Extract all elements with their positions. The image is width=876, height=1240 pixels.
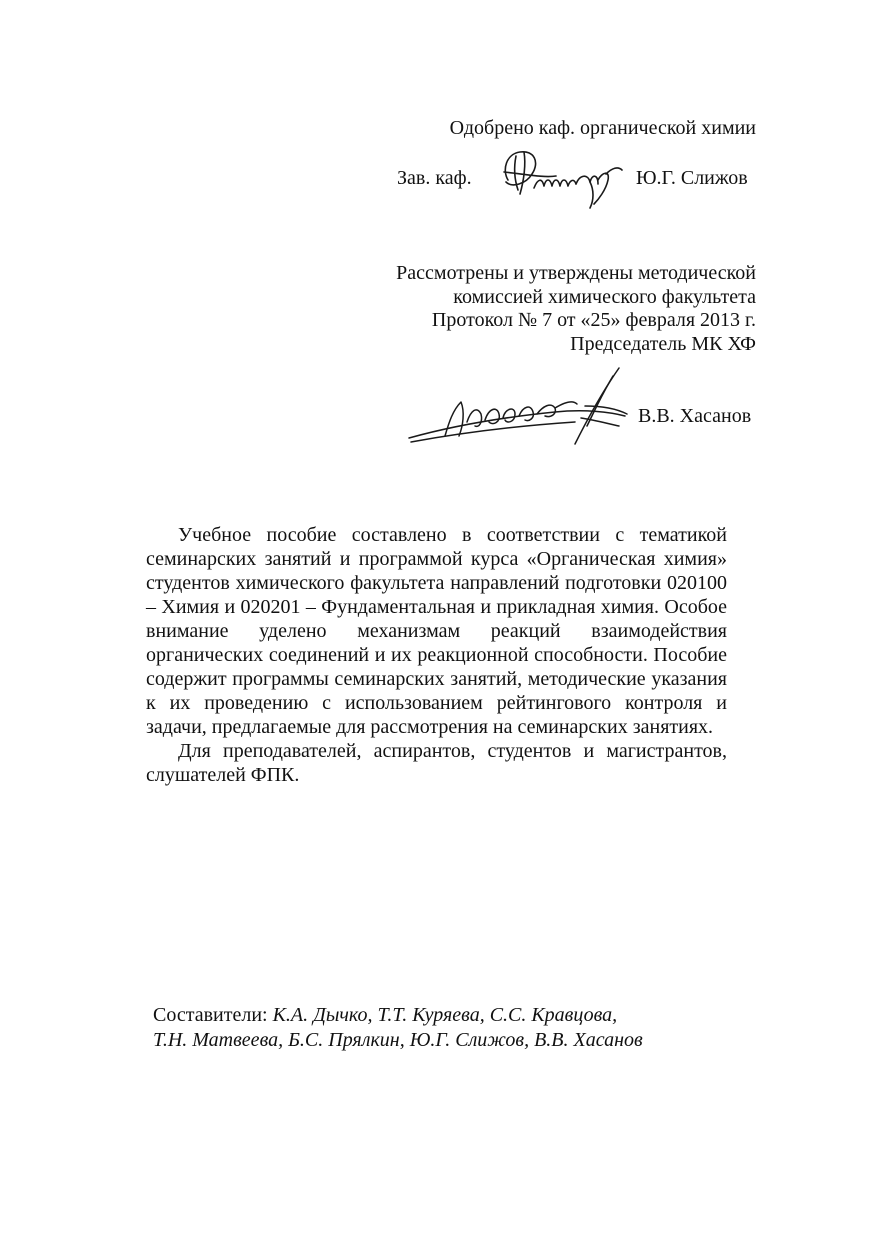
compilers-names: К.А. Дычко, Т.Т. Куряева, С.С. Кравцова, (272, 1004, 618, 1026)
commission-chair-name: В.В. Хасанов (638, 405, 752, 427)
compilers-label: Составители: (153, 1004, 273, 1026)
chair-title: Председатель МК ХФ (570, 332, 756, 355)
department-head-label: Зав. каф. (397, 167, 472, 189)
manual-description (146, 523, 727, 787)
approval-statement: Одобрено каф. органической химии (449, 117, 756, 139)
department-head-signature (494, 144, 626, 210)
commission-line: комиссией химического факультета (453, 285, 756, 308)
compilers-line-1 (153, 1003, 773, 1028)
compilers-block (153, 1003, 773, 1053)
audience-paragraph: Для преподавателей, аспирантов, студентов и магистрантов, слушателей ФПК. (146, 740, 727, 786)
commission-line: Рассмотрены и утверждены методической (396, 262, 756, 284)
description-paragraph: Учебное пособие составлено в соответствии с тематикой семинарских занятий и программой курса «Органическая химия» студентов химического факультета направлений подготовки 020100 – Химия и 020201 – Фундаментальная и прикладная химия. Особое внимание уделено механизмам реакций взаимодействия органических соединений и их реакционной способности. Пособие содержит программы семинарских занятий, методические указания к их проведению с использованием рейтингового контроля и задачи, предлагаемые для рассмотрения на семинарских занятиях. (146, 524, 727, 738)
commission-chair-signature (405, 362, 633, 450)
department-head-name: Ю.Г. Слижов (636, 167, 748, 189)
commission-approval-block (396, 262, 756, 356)
compilers-line-2 (153, 1028, 773, 1053)
protocol-line: Протокол № 7 от «25» февраля 2013 г. (431, 309, 756, 331)
compilers-names: Т.Н. Матвеева, Б.С. Прялкин, Ю.Г. Слижов, В.В. Хасанов (153, 1029, 643, 1051)
